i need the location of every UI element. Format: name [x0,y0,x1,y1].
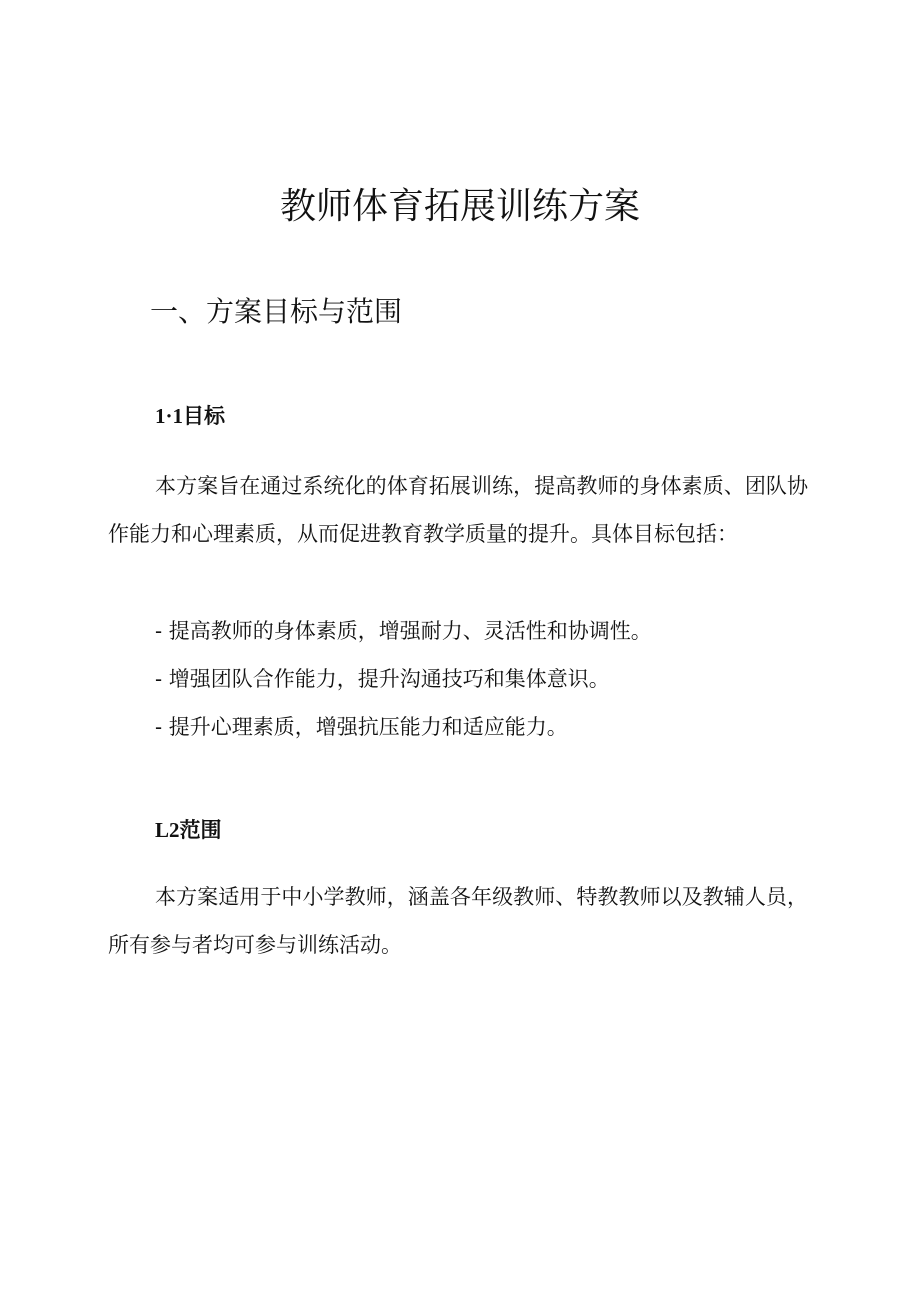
section-heading-goals-scope: 一、方案目标与范围 [150,295,403,328]
subheading-scope-number: L2 [155,818,180,842]
goal-list-item: - 增强团队合作能力，提升沟通技巧和集体意识。 [155,667,610,691]
subheading-goals-number: 1·1 [155,404,184,428]
document-title: 教师体育拓展训练方案 [279,186,640,227]
goal-list-item: - 提升心理素质，增强抗压能力和适应能力。 [155,715,568,739]
goal-list-item: - 提高教师的身体素质，增强耐力、灵活性和协调性。 [155,619,652,643]
goals-paragraph: 本方案旨在通过系统化的体育拓展训练，提高教师的身体素质、团队协作能力和心理素质，从而促进教育教学质量的提升。具体目标包括： [108,474,808,546]
scope-paragraph: 本方案适用于中小学教师，涵盖各年级教师、特教教师以及教辅人员，所有参与者均可参与训练活动。 [108,885,808,957]
subheading-scope [155,814,222,844]
subheading-goals-label: 目标 [183,404,226,428]
subheading-scope-label: 范围 [179,818,222,842]
subheading-goals [155,400,225,430]
